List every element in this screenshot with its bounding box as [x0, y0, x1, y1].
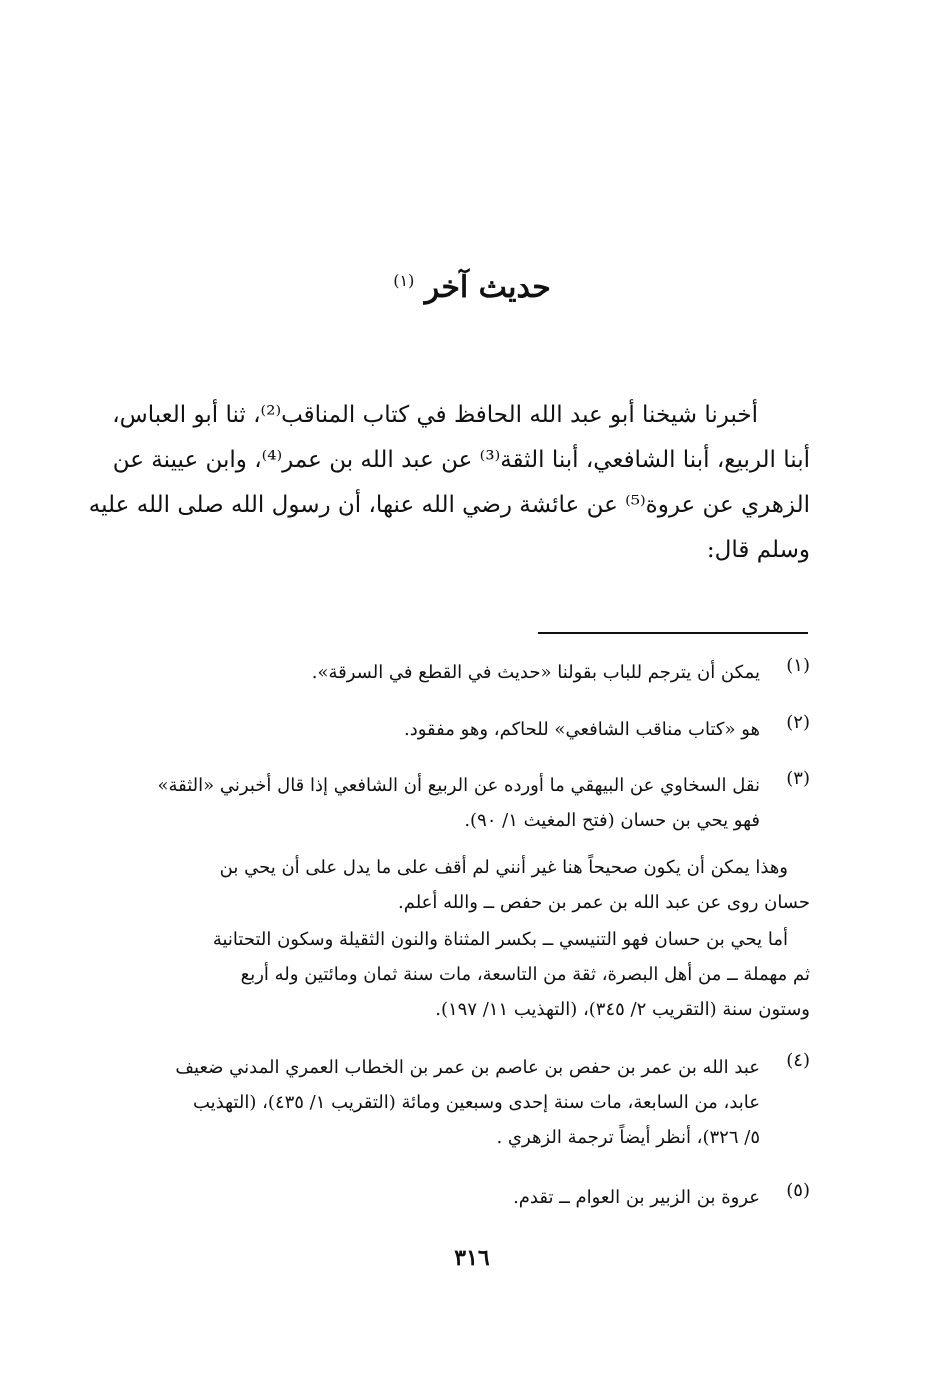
- footnote-number: (١): [786, 655, 810, 676]
- footnote-4: [110, 1050, 810, 1155]
- footnote-number: (٣): [786, 768, 810, 789]
- footnote-line: هو «كتاب مناقب الشافعي» للحاكم، وهو مفقود.: [403, 719, 760, 740]
- footnote-number: (٢): [786, 712, 810, 733]
- footnote-number: (٤): [786, 1050, 810, 1071]
- paragraph-line: أبنا الربيع، أبنا الشافعي، أبنا الثقة⁽³⁾ عن عبد الله بن عمر⁽⁴⁾، وابن عيينة عن: [112, 447, 810, 473]
- footnote-number: (٥): [786, 1180, 810, 1201]
- page-number: ٣١٦: [454, 1245, 490, 1271]
- paragraph-line: وسلم قال:: [706, 537, 810, 563]
- footnote-3-paragraph-3: [110, 922, 810, 1027]
- title-text: حديث آخر: [424, 270, 551, 305]
- footnote-line: ثم مهملة ــ من أهل البصرة، ثقة من التاسعة، مات سنة ثمان ومائتين وله أربع: [240, 964, 810, 985]
- footnote-line: حسان روى عن عبد الله بن عمر بن حفص ــ والله أعلم.: [398, 892, 810, 913]
- page-title: [0, 270, 944, 305]
- footnote-line: عبد الله بن عمر بن حفص بن عاصم بن عمر بن الخطاب العمري المدني ضعيف: [175, 1057, 760, 1078]
- paragraph-line: الزهري عن عروة⁽⁵⁾ عن عائشة رضي الله عنها، أن رسول الله صلى الله عليه: [88, 492, 810, 518]
- footnote-line: وهذا يمكن أن يكون صحيحاً هنا غير أنني لم أقف على ما يدل على أن يحي بن: [219, 857, 788, 878]
- footnote-2: [110, 712, 810, 747]
- paragraph-line: أخبرنا شيخنا أبو عبد الله الحافظ في كتاب المناقب⁽²⁾، ثنا أبو العباس،: [112, 402, 758, 428]
- title-footnote-ref: (١): [393, 271, 415, 290]
- footnote-line: أما يحي بن حسان فهو التنيسي ــ بكسر المثناة والنون الثقيلة وسكون التحتانية: [212, 929, 788, 950]
- footnote-5: [110, 1180, 810, 1215]
- footnote-3-paragraph-2: [110, 850, 810, 920]
- footnote-line: يمكن أن يترجم للباب بقولنا «حديث في القطع في السرقة».: [311, 662, 760, 683]
- footnote-line: فهو يحي بن حسان (فتح المغيث ١/ ٩٠).: [464, 810, 760, 831]
- main-paragraph: [88, 393, 810, 573]
- footnote-line: نقل السخاوي عن البيهقي ما أورده عن الربيع أن الشافعي إذا قال أخبرني «الثقة»: [157, 775, 760, 796]
- footnote-line: عروة بن الزبير بن العوام ــ تقدم.: [513, 1187, 760, 1208]
- footnote-line: ٥/ ٣٢٦)، أنظر أيضاً ترجمة الزهري .: [496, 1127, 760, 1148]
- footnote-separator: [538, 632, 808, 634]
- footnote-line: وستون سنة (التقريب ٢/ ٣٤٥)، (التهذيب ١١/ ١٩٧).: [435, 999, 810, 1020]
- footnote-3: [110, 768, 810, 838]
- footnote-line: عابد، من السابعة، مات سنة إحدى وسبعين ومائة (التقريب ١/ ٤٣٥)، (التهذيب: [193, 1092, 760, 1113]
- footnote-1: [110, 655, 810, 690]
